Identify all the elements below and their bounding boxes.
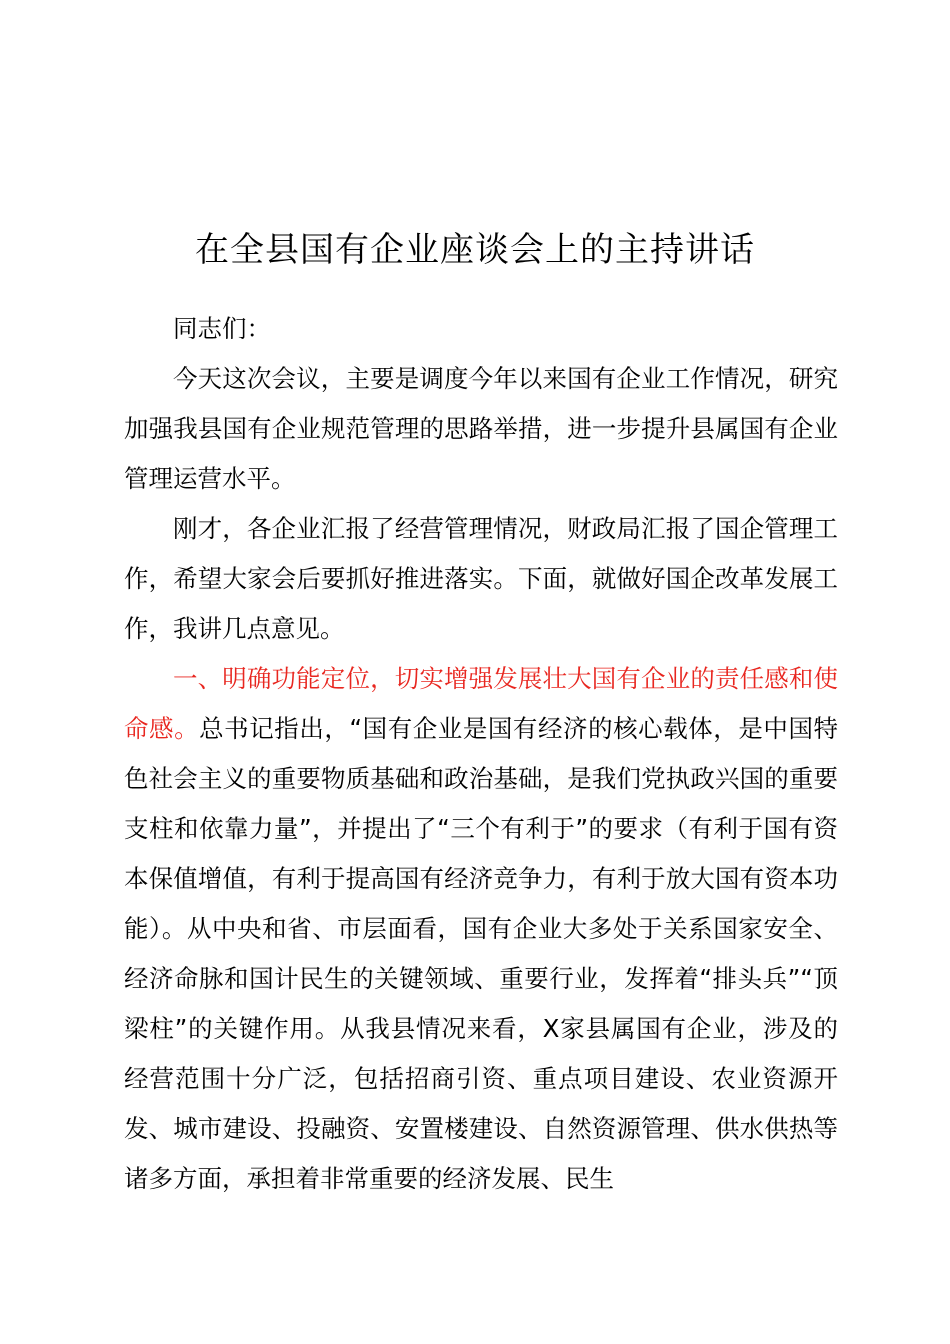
section-1 [124,654,838,1204]
paragraph-2: 刚才，各企业汇报了经营管理情况，财政局汇报了国企管理工作，希望大家会后要抓好推进落实。下面，就做好国企改革发展工作，我讲几点意见。 [124,514,838,643]
section-1-heading: 一、明确功能定位，切实增强发展壮大国有企业的责任感和使命感。 [124,664,838,743]
paragraph-1: 今天这次会议，主要是调度今年以来国有企业工作情况，研究加强我县国有企业规范管理的思路举措，进一步提升县属国有企业管理运营水平。 [124,364,838,493]
section-1-body: 总书记指出，“国有企业是国有经济的核心载体，是中国特色社会主义的重要物质基础和政治基础，是我们党执政兴国的重要支柱和依靠力量”，并提出了“三个有利于”的要求（有利于国有资本保值增值，有利于提高国有经济竞争力，有利于放大国有资本功能）。从中央和省、市层面看，国有企业大多处于关系国家安全、经济命脉和国计民生的关键领域、重要行业，发挥着“排头兵”“顶梁柱”的关键作用。从我县情况来看，X家县属国有企业，涉及的经营范围十分广泛，包括招商引资、重点项目建设、农业资源开发、城市建设、投融资、安置楼建设、自然资源管理、供水供热等诸多方面，承担着非常重要的经济发展、民生 [124,714,838,1193]
salutation: 同志们： [173,314,271,343]
document-body [124,304,838,1204]
document-title: 在全县国有企业座谈会上的主持讲话 [195,230,755,270]
